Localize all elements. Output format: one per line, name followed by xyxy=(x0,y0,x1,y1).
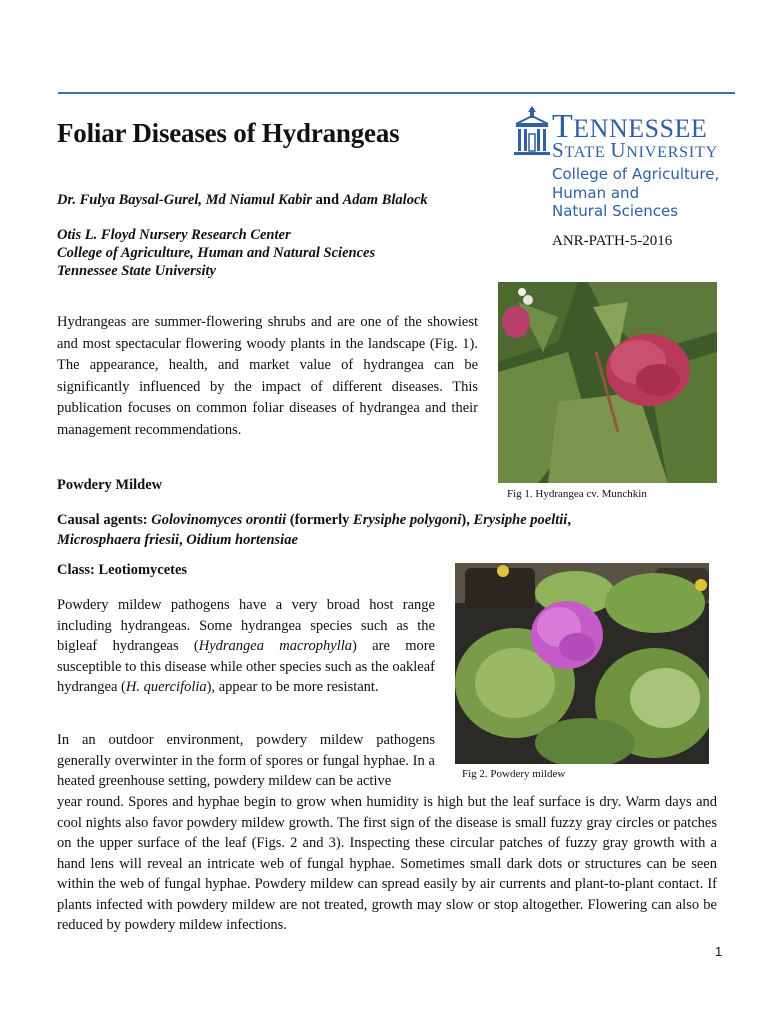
p1-species-macrophylla: Hydrangea macrophylla xyxy=(198,638,353,654)
agent-microsphaera: Microsphaera friesii xyxy=(57,532,180,548)
logo-wordmark-tennessee: TENNESSEE xyxy=(552,108,708,145)
comma-1: , xyxy=(567,512,571,528)
affiliation-line-3: Tennessee State University xyxy=(57,263,216,279)
figure-2-powdery-mildew-photo xyxy=(455,563,709,764)
agent-erysiphe-polygoni: Erysiphe polygoni xyxy=(353,512,462,528)
college-line-1: College of Agriculture, xyxy=(552,165,720,183)
agent-golovinomyces: Golovinomyces orontii xyxy=(151,512,287,528)
intro-paragraph: Hydrangeas are summer-flowering shrubs and are one of the showiest and most spectacular flowering woody plants in the landscape (Fig. 1). The appearance, health, and market value of hydrangea can be significantly influenced by the impact of different diseases. This publication focuses on common foliar diseases of hydrangea and their management recommendations. xyxy=(57,314,478,438)
affiliation-line-1: Otis L. Floyd Nursery Research Center xyxy=(57,227,291,243)
college-line-2: Human and xyxy=(552,183,640,202)
p1-text-a: Powdery mildew pathogens have a very broad host range including hydrangeas. Some hydrangea species such as the bigleaf hydrangeas ( xyxy=(57,597,435,654)
class-label: Class: Leotiomycetes xyxy=(57,562,188,578)
figure-2-caption: Fig 2. Powdery mildew xyxy=(462,768,566,780)
college-line-3: Natural Sciences xyxy=(552,202,679,220)
author-name-last: Adam Blalock xyxy=(342,192,428,208)
logo-wordmark-state-university: STATE UNIVERSITY xyxy=(552,138,718,162)
section-heading-powdery-mildew: Powdery Mildew xyxy=(57,477,163,493)
logo-college-name xyxy=(552,165,719,221)
agent-oidium: Oidium hortensiae xyxy=(186,532,298,548)
formerly-close: ), xyxy=(461,512,474,528)
authors-line xyxy=(57,192,428,209)
paragraph-overwinter: In an outdoor environment, powdery mildew pathogens generally overwinter in the form of spores or fungal hyphae. In a heated greenhouse setting, powdery mildew can be active xyxy=(57,732,435,789)
tsu-logo-emblem-icon xyxy=(512,106,552,158)
agent-erysiphe-poeltii: Erysiphe poeltii xyxy=(473,512,568,528)
affiliation-line-2: College of Agriculture, Human and Natural Sciences xyxy=(57,245,376,261)
figure-1-caption: Fig 1. Hydrangea cv. Munchkin xyxy=(507,488,647,500)
causal-agents-label: Causal agents: xyxy=(57,512,152,528)
author-names: Dr. Fulya Baysal-Gurel, Md Niamul Kabir xyxy=(57,192,312,208)
p1-text-c: ), appear to be more resistant. xyxy=(206,679,379,695)
page-number: 1 xyxy=(715,944,723,959)
affiliation-block xyxy=(57,226,375,280)
causal-agents xyxy=(57,510,617,550)
figure-1-hydrangea-photo xyxy=(498,282,717,483)
paragraph-host-range xyxy=(57,595,435,698)
authors-and: and xyxy=(312,192,343,208)
comma-2: , xyxy=(179,532,187,548)
p1-species-quercifolia: H. quercifolia xyxy=(125,679,207,695)
publication-code: ANR-PATH-5-2016 xyxy=(552,233,673,249)
document-title: Foliar Diseases of Hydrangeas xyxy=(57,118,400,148)
formerly-text: (formerly xyxy=(286,512,354,528)
paragraph-growth-signs: year round. Spores and hyphae begin to grow when humidity is high but the leaf surface is dry. Warm days and cool nights also favor powdery mildew growth. The first sign of the disease is small fuzzy gray circles or patches on the upper surface of the leaf (Figs. 2 and 3). Inspecting these circular patches of fuzzy gray growth with a hand lens will reveal an intricate web of fungal hyphae. Sometimes small dark dots or structures can be seen within the web of fungal hyphae. Powdery mildew can spread easily by air currents and plant-to-plant contact. If plants infected with powdery mildew are not treated, growth may slow or stop altogether. Flowering can also be reduced by powdery mildew infections. xyxy=(57,794,717,933)
header-rule xyxy=(58,92,735,94)
p1-text-b: ) are more susceptible to this disease while other species such as the oakleaf hydrangea ( xyxy=(57,638,435,695)
